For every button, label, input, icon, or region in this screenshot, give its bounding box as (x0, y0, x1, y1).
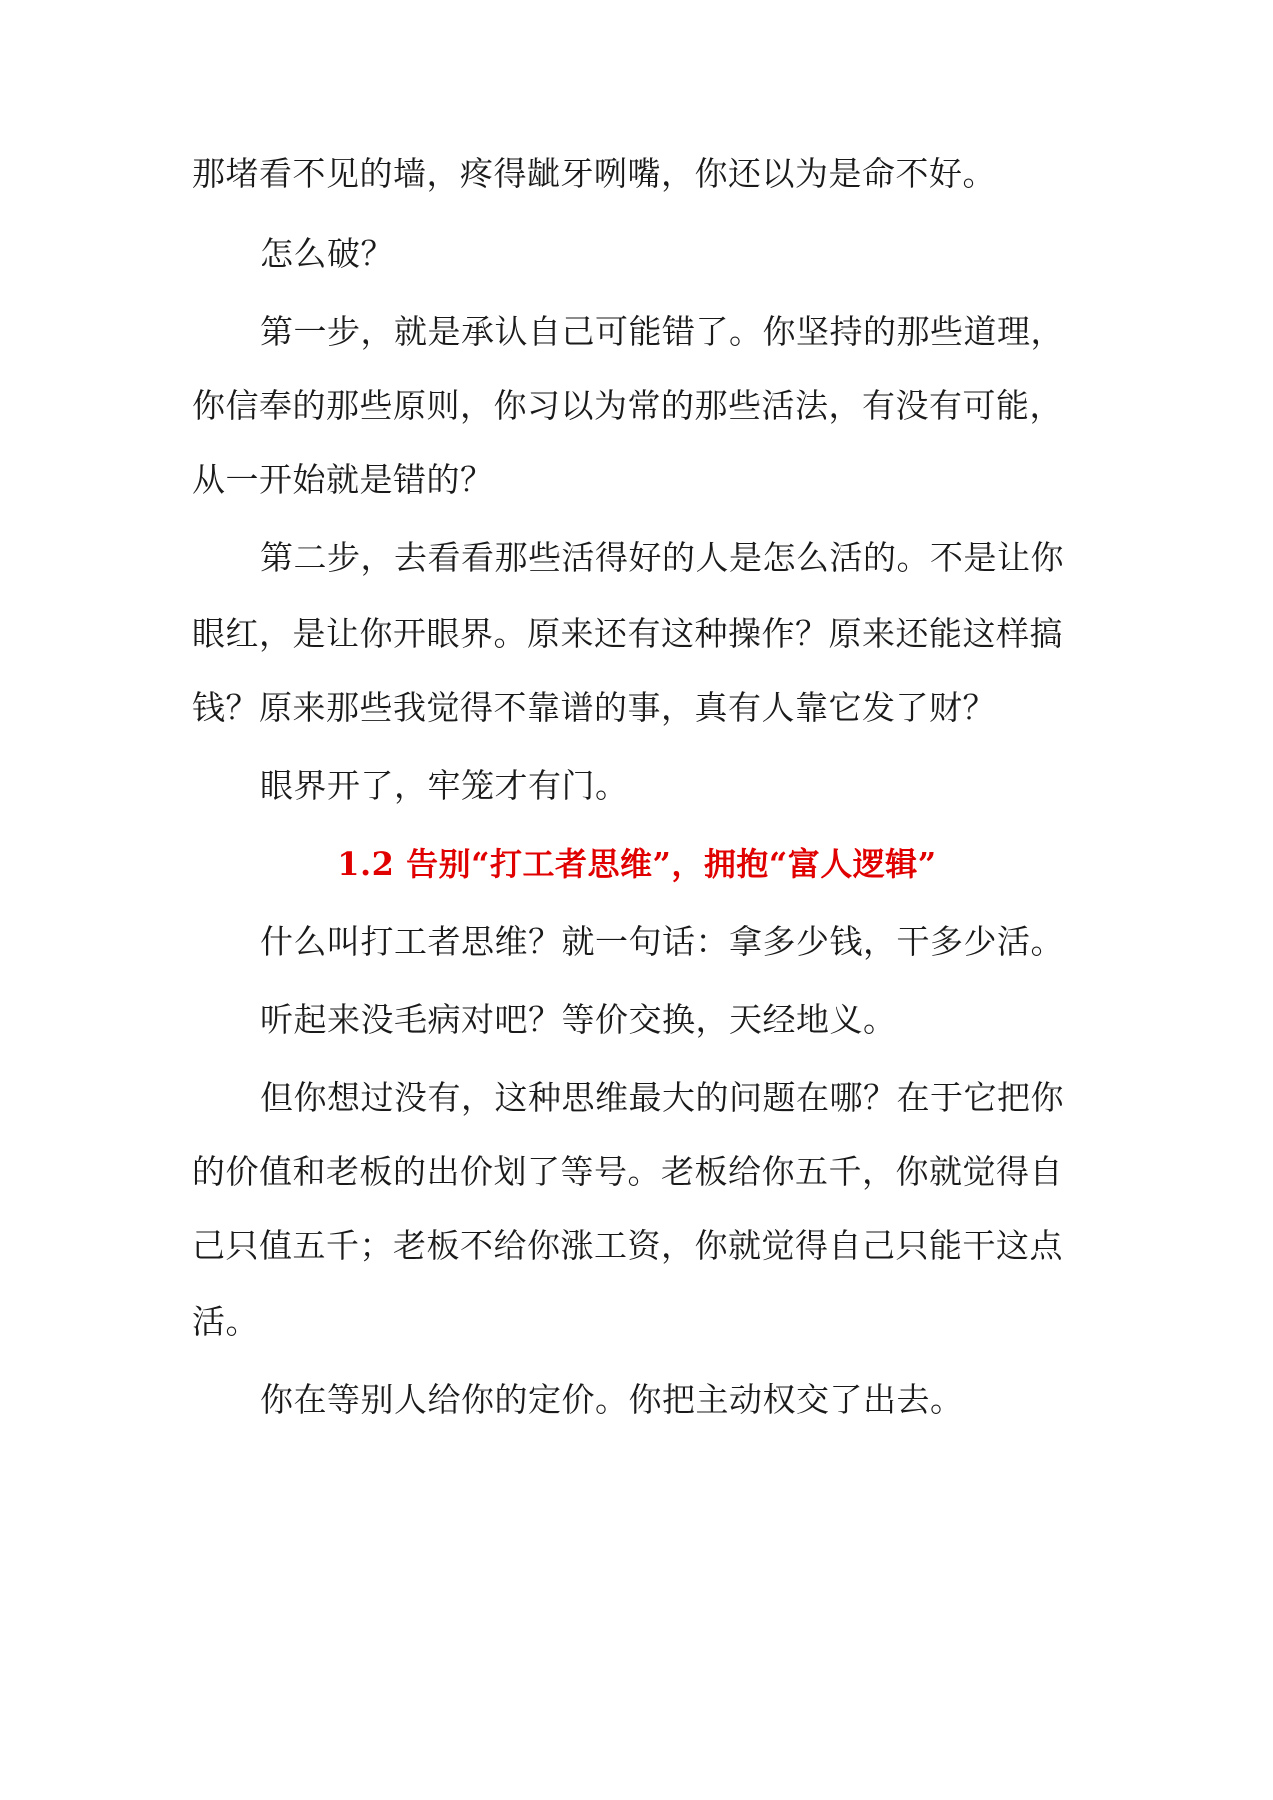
paragraph-line: 那堵看不见的墙，疼得龇牙咧嘴，你还以为是命不好。 (192, 154, 996, 193)
paragraph-line: 什么叫打工者思维？就一句话：拿多少钱，干多少活。 (260, 922, 1064, 961)
paragraph-line: 你信奉的那些原则，你习以为常的那些活法，有没有可能， (192, 386, 1063, 425)
paragraph-line: 眼界开了，牢笼才有门。 (260, 766, 629, 805)
paragraph-line: 从一开始就是错的？ (192, 460, 494, 499)
paragraph-line: 但你想过没有，这种思维最大的问题在哪？在于它把你 (260, 1078, 1064, 1117)
paragraph-line: 第二步，去看看那些活得好的人是怎么活的。不是让你 (260, 538, 1064, 577)
paragraph-line: 钱？原来那些我觉得不靠谱的事，真有人靠它发了财？ (192, 688, 996, 727)
paragraph-line: 怎么破？ (260, 234, 394, 273)
paragraph-line: 你在等别人给你的定价。你把主动权交了出去。 (260, 1380, 964, 1419)
paragraph-line: 听起来没毛病对吧？等价交换，天经地义。 (260, 1000, 897, 1039)
paragraph-line: 第一步，就是承认自己可能错了。你坚持的那些道理， (260, 312, 1064, 351)
paragraph-line: 眼红，是让你开眼界。原来还有这种操作？原来还能这样搞 (192, 614, 1063, 653)
paragraph-line: 己只值五千；老板不给你涨工资，你就觉得自己只能干这点 (192, 1226, 1063, 1265)
paragraph-line: 的价值和老板的出价划了等号。老板给你五千，你就觉得自 (192, 1152, 1063, 1191)
section-heading: 1.2 告别“打工者思维”，拥抱“富人逻辑” (337, 845, 937, 883)
paragraph-line: 活。 (192, 1302, 259, 1341)
